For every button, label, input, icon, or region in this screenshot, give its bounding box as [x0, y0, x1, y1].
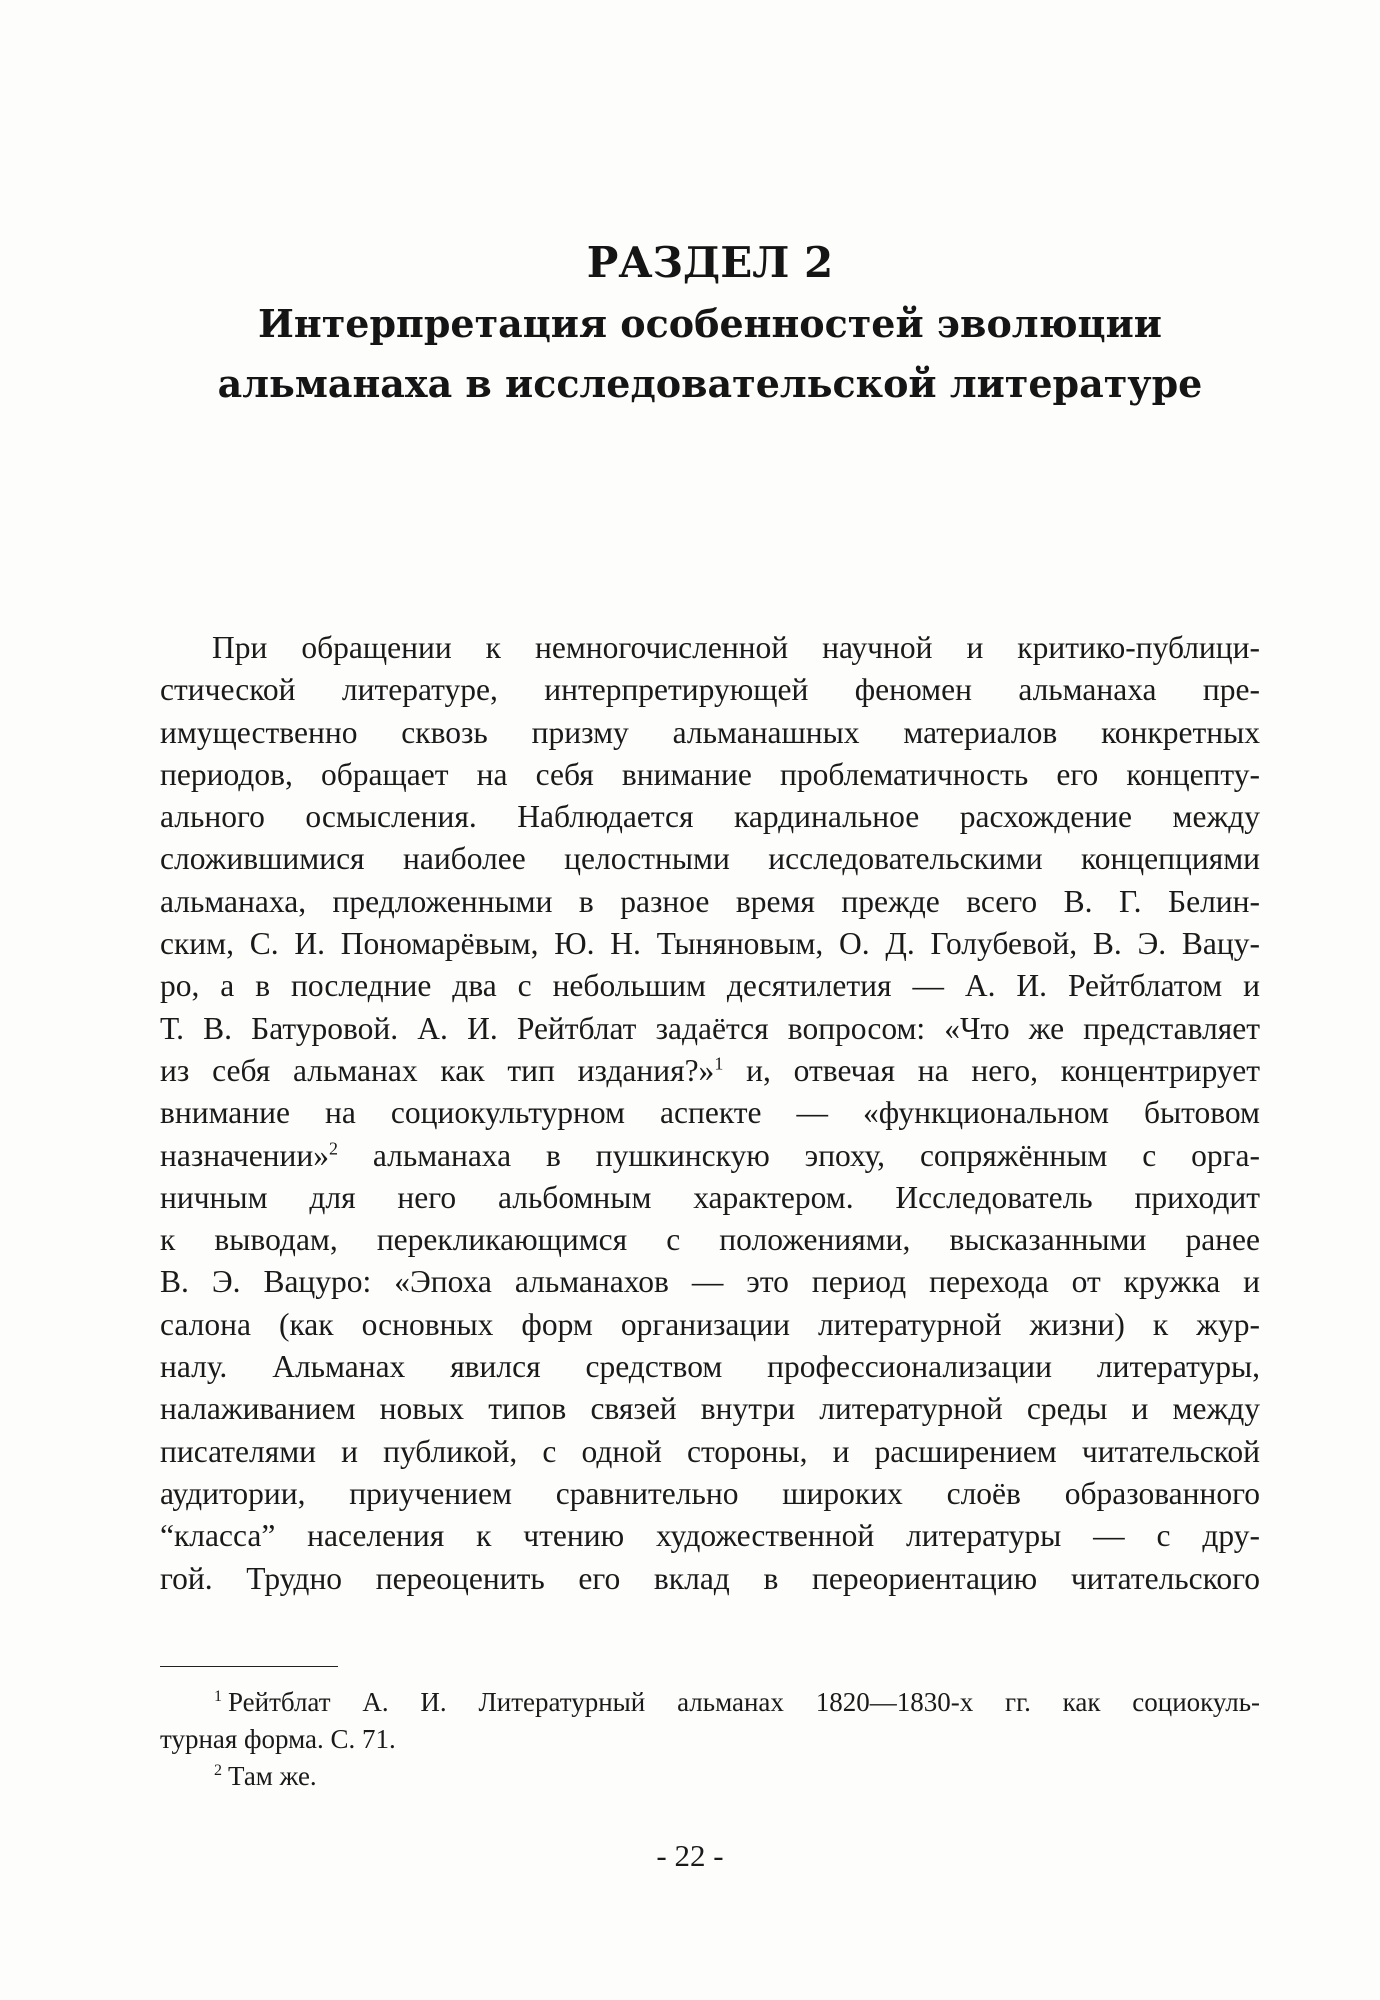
text-line: аудитории, приучением сравнительно широких слоёв образованного [160, 1475, 1260, 1511]
footnote-2 [160, 1758, 1260, 1795]
text-line: сложившимися наиболее целостными исследовательскими концепциями [160, 841, 1260, 877]
footnotes [160, 1684, 1260, 1795]
text-line: Т. В. Батуровой. А. И. Рейтблат задаётся вопросом: «Что же представляет [160, 1010, 1260, 1046]
text-line: периодов, обращает на себя внимание проблематичность его концепту- [160, 756, 1260, 792]
section-label: РАЗДЕЛ 2 [586, 238, 834, 287]
text-line: При обращении к немногочисленной научной и критико-публици- [212, 630, 1260, 665]
page-number: - 22 - [656, 1838, 724, 1873]
footnote-2-mark: 2 [214, 1762, 222, 1779]
text-line: налу. Альманах явился средством профессионализации литературы, [160, 1349, 1260, 1385]
text-line: внимание на социокультурном аспекте — «функциональном бытовом [160, 1095, 1260, 1131]
footnote-2-text: Там же. [228, 1761, 317, 1791]
text-line: к выводам, перекликающимся с положениями, высказанными ранее [160, 1222, 1260, 1258]
text-segment: из себя альманах как тип издания?» [160, 1052, 715, 1088]
text-line: ским, С. И. Пономарёвым, Ю. Н. Тыняновым, О. Д. Голубевой, В. Э. Вацу- [160, 926, 1260, 962]
footnote-1-text: Рейтблат А. И. Литературный альманах 1820—1830-х гг. как социокуль- [228, 1687, 1260, 1717]
text-line: “класса” населения к чтению художественной литературы — с дру- [160, 1518, 1260, 1554]
text-segment: альманаха в пушкинскую эпоху, сопряжённым с орга- [338, 1137, 1260, 1173]
section-title-line-2: альманаха в исследовательской литературе [217, 361, 1203, 406]
body-paragraph [160, 627, 1260, 1600]
text-line: В. Э. Вацуро: «Эпоха альманахов — это период перехода от кружка и [160, 1264, 1260, 1300]
text-line-with-footnote-ref-1 [160, 1050, 1260, 1092]
footnote-1-mark: 1 [214, 1688, 222, 1705]
footnote-ref-2: 2 [329, 1138, 339, 1159]
section-title-line-1: Интерпретация особенностей эволюции [258, 301, 1162, 346]
footnote-1-line-1 [160, 1684, 1260, 1721]
footnote-ref-1: 1 [714, 1053, 724, 1074]
text-line: ального осмысления. Наблюдается кардинальное расхождение между [160, 799, 1260, 835]
footnote-1-line-2: турная форма. С. 71. [160, 1724, 396, 1754]
text-line-with-footnote-ref-2 [160, 1135, 1260, 1177]
text-segment: и, отвечая на него, концентрирует [723, 1052, 1260, 1088]
text-line: писателями и публикой, с одной стороны, и расширением читательской [160, 1433, 1260, 1469]
text-line: альманаха, предложенными в разное время прежде всего В. Г. Белин- [160, 883, 1260, 919]
text-line: салона (как основных форм организации литературной жизни) к жур- [160, 1306, 1260, 1342]
text-line: стической литературе, интерпретирующей феномен альманаха пре- [160, 672, 1260, 708]
text-line: налаживанием новых типов связей внутри литературной среды и между [160, 1391, 1260, 1427]
text-line: гой. Трудно переоценить его вклад в переориентацию читательского [160, 1560, 1260, 1596]
footnote-divider [160, 1666, 338, 1667]
text-segment: назначении» [160, 1137, 330, 1173]
text-line: ро, а в последние два с небольшим десятилетия — А. И. Рейтблатом и [160, 968, 1260, 1004]
section-heading [160, 232, 1260, 414]
text-line: ничным для него альбомным характером. Исследователь приходит [160, 1179, 1260, 1215]
text-line: имущественно сквозь призму альманашных материалов конкретных [160, 714, 1260, 750]
